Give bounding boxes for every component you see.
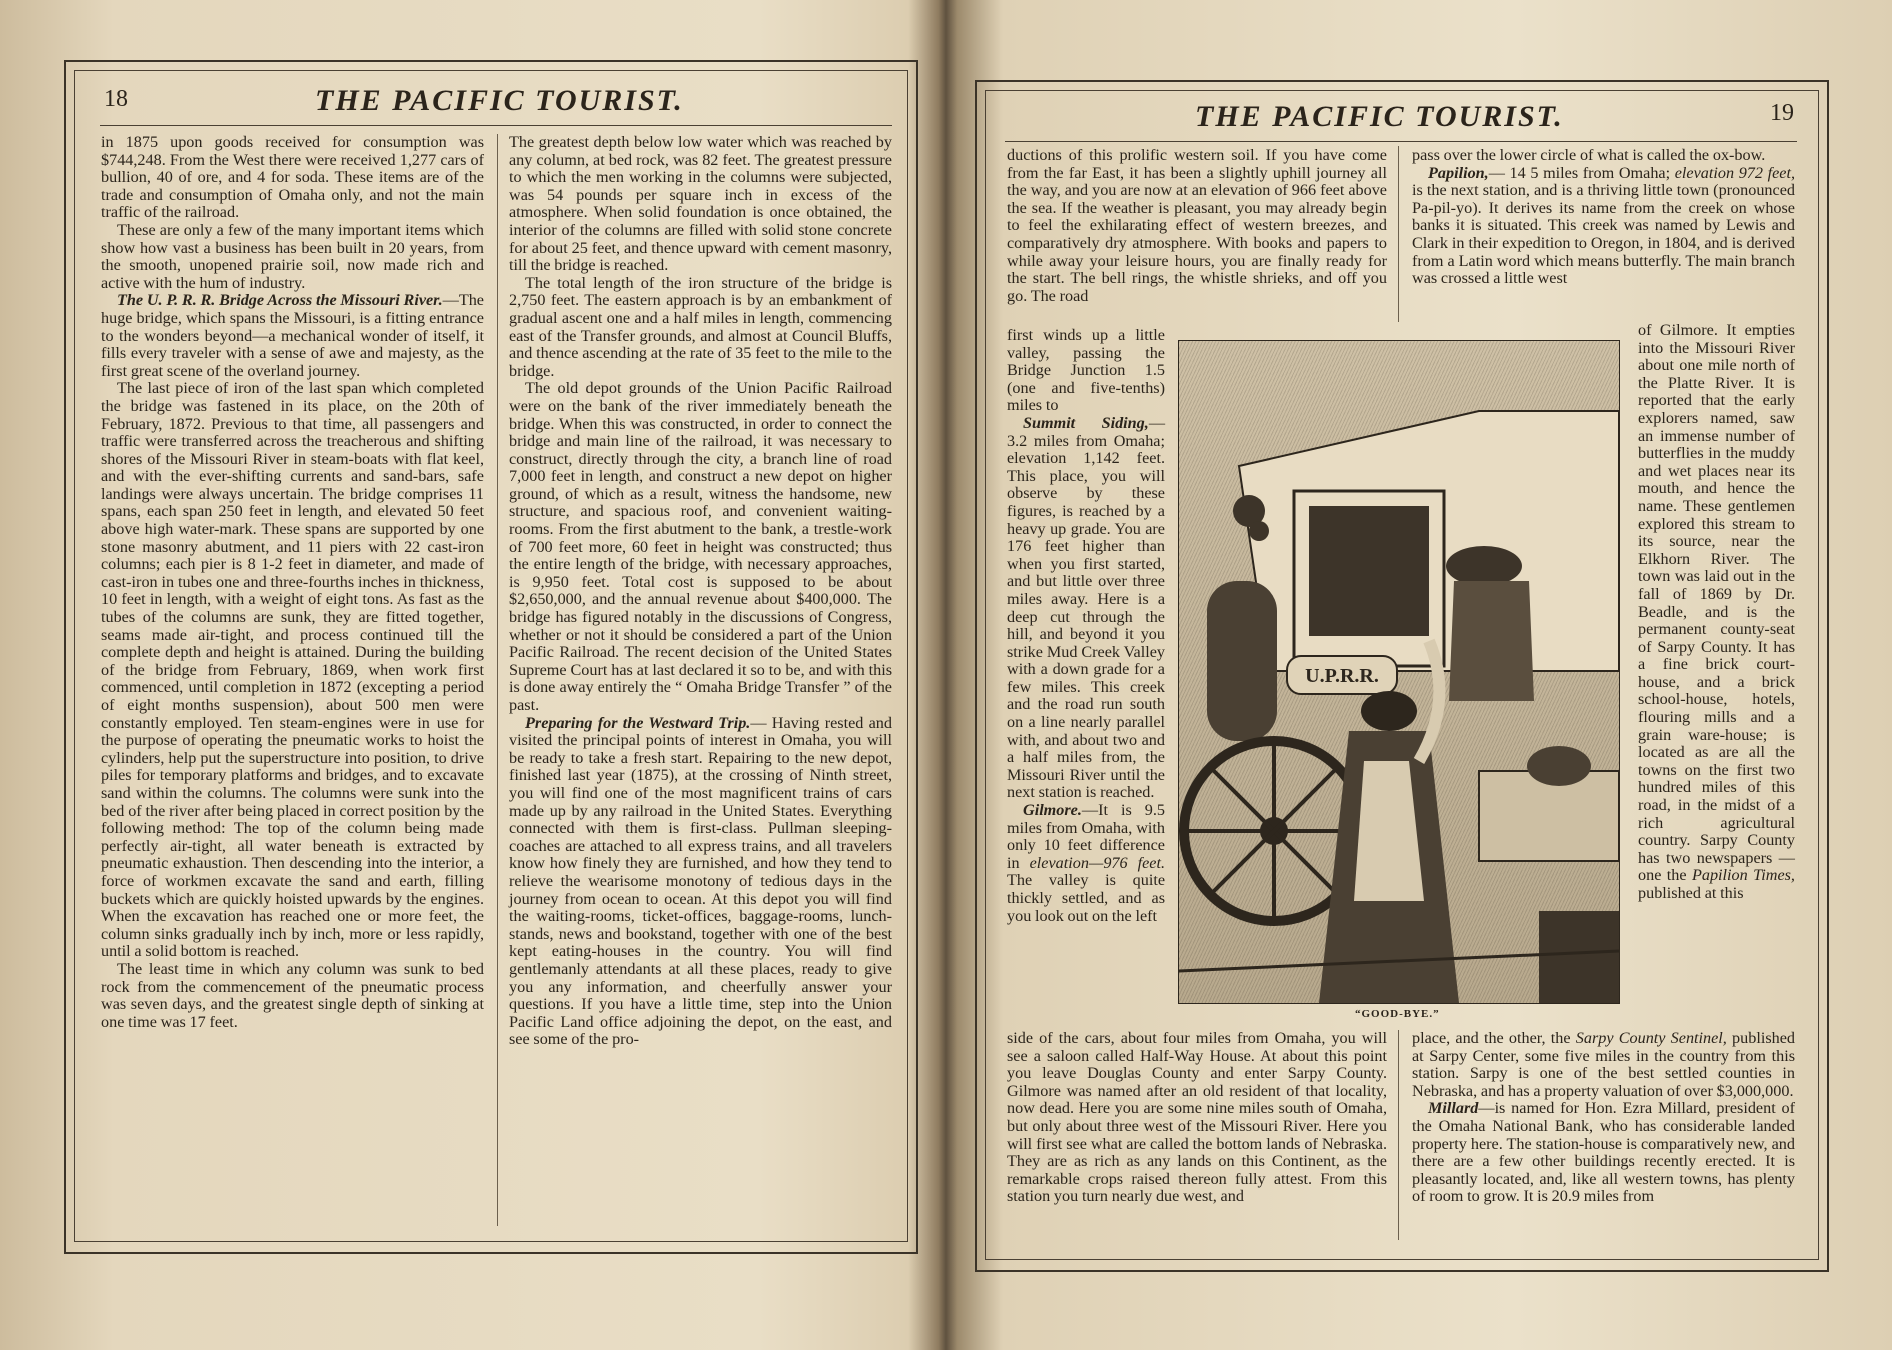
paragraph: The total length of the iron structure of the bridge is 2,750 feet. The eastern approach is by an embankment of gradual ascent one and a half miles in length, commencing east of the Transfer grounds, and almost at Council Bluffs, and thence ascending at the rate of 35 feet to the mile to the bridge. xyxy=(509,273,892,380)
paragraph-italic: elevation 972 feet, xyxy=(1674,163,1796,182)
illustration-caption: “GOOD-BYE.” xyxy=(1355,1008,1440,1020)
train-farewell-engraving xyxy=(1179,341,1619,1003)
section-heading: The U. P. R. R. Bridge Across the Missouri River. xyxy=(117,291,443,310)
right-column-2-bottom xyxy=(1412,1030,1795,1206)
paragraph-text: published at this xyxy=(1638,884,1744,902)
right-page-number: 19 xyxy=(1770,100,1794,126)
paragraph xyxy=(1412,1030,1795,1100)
right-bottom-column-divider xyxy=(1398,1030,1399,1240)
paragraph-text: —is named for Hon. Ezra Millard, president of the Omaha National Bank, who has considerable landed property here. The station-house is comparatively new, and there are a few other buildings recently erected. It is pleasantly located, and, like all western towns, has plenty of room to grow. It is 20.9 miles from xyxy=(1412,1099,1795,1206)
paragraph: These are only a few of the many important items which show how vast a business has been built in 20 years, from the smooth, unopened prairie soil, now made rich and active with the hum of industry. xyxy=(101,220,484,292)
paragraph-italic: Papilion Times, xyxy=(1691,866,1795,885)
paragraph-text: —The huge bridge, which spans the Missouri, is a fitting entrance to the wonders beyond—a mechanical wonder of itself, it fills every traveler with a sense of awe and majesty, as the first great scene of the overland journey. xyxy=(101,291,484,380)
paragraph-italic: elevation—976 feet. xyxy=(1029,853,1165,872)
paragraph xyxy=(1412,1100,1795,1206)
paragraph: in 1875 upon goods received for consumption was $744,248. From the West there were received 1,277 cars of bullion, 40 of ore, and 4 for soda. These items are of the trade and consumption of Omaha only, and not the main traffic of the railroad. xyxy=(101,133,484,222)
paragraph xyxy=(101,292,484,380)
paragraph-italic: Sarpy County Sentinel, xyxy=(1575,1029,1727,1047)
paragraph: The old depot grounds of the Union Pacific Railroad were on the bank of the river immediately beneath the bridge. When this was constructed, in order to connect the bridge and main line of the railroad, it was necessary to construct, directly through the city, a branch line of road 7,000 feet in length, and construct a new depot on higher ground, of which as a result, witness the handsome, new structure, and spacious roof, and convenient waiting-rooms. From the first abutment to the bank, a trestle-work of 700 feet more, 60 feet in height was constructed; thus the entire length of the bridge, with necessary approaches, is 9,950 feet. Total cost is supposed to be about $2,650,000, and the annual revenue about $400,000. The bridge has figured notably in the discussions of Congress, whether or not it should be considered a part of the Union Pacific Railroad. The recent decision of the United States Supreme Court has at last declared it so to be, and with this is done away entirely the “ Omaha Bridge Transfer ” of the past. xyxy=(509,379,892,714)
paragraph xyxy=(1007,802,1165,925)
left-running-head: THE PACIFIC TOURIST. xyxy=(315,84,684,117)
good-bye-illustration xyxy=(1178,340,1620,1004)
section-heading: Preparing for the Westward Trip. xyxy=(525,713,751,732)
paragraph: The greatest depth below low water which was reached by any column, at bed rock, was 82 feet. The greatest pressure to which the men working in the columns were subjected, was 54 pounds per square inch in excess of the atmosphere. When solid foundation is once obtained, the interior of the columns are filled with solid stone concrete for about 25 feet, and thence upward with cement masonry, till the bridge is reached. xyxy=(509,133,892,275)
section-heading: Millard xyxy=(1428,1099,1479,1118)
section-heading: Gilmore. xyxy=(1023,801,1082,820)
paragraph xyxy=(1638,322,1795,903)
paragraph: The last piece of iron of the last span which completed the bridge was fastened in its place, on the 20th of February, 1872. Previous to that time, all passengers and traffic were transferred across the treacherous and shifting shores of the Missouri River in steam-boats with flat keel, and with the ever-shifting currents and sand-bars, safe landings were always uncertain. The bridge comprises 11 spans, each span 250 feet in length, and elevated 50 feet above high water-mark. These spans are supported by one stone masonry abutment, and 11 piers with 22 cast-iron columns; each pier is 8 1-2 feet in diameter, and made of cast-iron in tubes one and three-fourths inches in thickness, 10 feet in length, with a weight of eight tons. As fast as the tubes of the columns are sunk, they are fitted together, seams made air-tight, and process continued till the complete depth and height is attained. During the building of the bridge from February, 1869, when work first commenced, until completion in 1872 (excepting a period of eight months suspension), about 500 men were constantly employed. Ten steam-engines were in use for the purpose of operating the pneumatic works to hoist the cylinders, help put the superstructure into position, to drive piles for temporary platforms and bridges, and to excavate sand within the columns. The columns were sunk into the bed of the river after being placed in correct position by the following method: The top of the column being made perfectly air-tight, all water beneath is extracted by pneumatic exhaustion. Then descending into the interior, a force of workmen excavate the sand and earth, filling buckets which are quickly hoisted upwards by the engines. When the excavation has reached one or more feet, the column sinks gradually inch by inch, more or less rapidly, until a solid bottom is reached. xyxy=(101,379,484,961)
paragraph xyxy=(1412,165,1795,288)
right-head-rule xyxy=(1005,141,1797,142)
paragraph-text: — 14 5 miles from Omaha; xyxy=(1488,163,1675,182)
paragraph: pass over the lower circle of what is called the ox-bow. xyxy=(1412,146,1766,164)
left-column-1 xyxy=(101,134,484,1031)
paragraph: ductions of this prolific western soil. If you have come from the far East, it has been a slightly uphill journey all the way, and you are now at an elevation of 966 feet above the sea. If the weather is pleasant, you may already begin to feel the exhilarating effect of western breezes, and comparatively dry atmosphere. With books and papers to while away your leisure hours, you are finally ready for the start. The bell rings, the whistle shrieks, and off you go. The road xyxy=(1007,146,1387,305)
left-column-divider xyxy=(497,134,498,1226)
paragraph: The least time in which any column was sunk to bed rock from the commencement of the pneumatic process was seven days, and the greatest single depth of sinking at one time was 17 feet. xyxy=(101,959,484,1031)
section-heading: Summit Siding, xyxy=(1023,413,1149,432)
paragraph-text: of Gilmore. It empties into the Missouri River about one mile north of the Platte River. It is reported that the early explorers named, saw an immense number of butterflies in the muddy and wet places near its mouth, and hence the name. These gentlemen explored this stream to its source, near the Elkhorn River. The town was laid out in the fall of 1869 by Dr. Beadle, and is the permanent county-seat of Sarpy County. It has a fine brick court-house, and a brick school-house, hotels, flouring mills and a grain ware-house; is located as are all the towns on the first two hundred miles of this road, in the midst of a rich agricultural country. Sarpy County has two newspapers — one the xyxy=(1638,321,1795,885)
left-column-2 xyxy=(509,134,892,1049)
paragraph-text: — Having rested and visited the principal points of interest in Omaha, you will be ready to take a fresh start. Repairing to the new depot, finished last year (1875), at the crossing of Ninth street, you will find one of the most magnificent trains of cars made up by any railroad in the United States. Everything connected with them is first-class. Pullman sleeping-coaches are attached to all express trains, and all travelers know how finely they are furnished, and how they tend to relieve the wearisome monotony of tedious days in the journey from ocean to ocean. At this depot you will find the waiting-rooms, ticket-offices, baggage-rooms, lunch-stands, news and bookstand, together with one of the best kept eating-houses in the country. You will find gentlemanly attendants at all these places, ready to give you any information, and cheerfully answer your questions. If you have a little time, step into the Union Pacific Land office adjoining the depot, on the east, and see some of the pro- xyxy=(509,713,892,1049)
section-heading: Papilion, xyxy=(1428,163,1489,182)
right-top-column-divider xyxy=(1398,146,1399,322)
right-column-1-top xyxy=(1007,147,1387,305)
paragraph-text: —It is 9.5 miles from Omaha, with only 10 feet difference in xyxy=(1007,801,1165,872)
right-column-1-bottom xyxy=(1007,1030,1387,1206)
left-page-number: 18 xyxy=(104,86,128,112)
paragraph-text: published at Sarpy Center, some five miles in the country from this station. Sarpy is one of the best settled counties in Nebraska, and has a property valuation of over $3,000,000. xyxy=(1412,1029,1795,1100)
paragraph-text: is the next station, and is a thriving little town (pronounced Pa-pil-yo). It derives its name from the creek on whose banks it is situated. This creek was named by Lewis and Clark in their expedition to Oregon, in 1804, and is derived from a Latin word which means butterfly. The main branch was crossed a little west xyxy=(1412,181,1795,288)
right-column-2-top xyxy=(1412,147,1795,288)
paragraph xyxy=(509,715,892,1049)
right-narrow-left-column xyxy=(1007,327,1165,925)
paragraph xyxy=(1007,415,1165,802)
paragraph-text: — 3.2 miles from Omaha; elevation 1,142 feet. This place, you will observe by these figures, is reached by a heavy up grade. You are 176 feet higher than when you first started, and but little over three miles away. Here is a deep cut through the hill, and beyond it you strike Mud Creek Valley with a down grade for a few miles. This creek and the road run south on a line nearly parallel with, and about two and a half miles from, the Missouri River until the next station is reached. xyxy=(1007,413,1165,802)
plate-text: U.P.R.R. xyxy=(1305,665,1379,687)
paragraph-text: place, and the other, the xyxy=(1412,1029,1576,1047)
paragraph-text: The valley is quite thickly settled, and as you look out on the left xyxy=(1007,871,1165,925)
paragraph: first winds up a little valley, passing the Bridge Junction 1.5 (one and five-tenths) miles to xyxy=(1007,326,1165,415)
right-narrow-right-column xyxy=(1638,322,1795,903)
paragraph: side of the cars, about four miles from Omaha, you will see a saloon called Half-Way House. At about this point you leave Douglas County and enter Sarpy County. Gilmore was named after an old resident of that locality, now dead. Here you are some nine miles south of Omaha, but only about three west of the Missouri River. Here you will first see what are called the bottom lands of Nebraska. They are as rich as any lands on this Continent, as the remarkable crops raised thereon fully attest. From this station you turn nearly due west, and xyxy=(1007,1029,1387,1206)
right-running-head: THE PACIFIC TOURIST. xyxy=(1195,100,1564,133)
left-head-rule xyxy=(100,125,892,126)
